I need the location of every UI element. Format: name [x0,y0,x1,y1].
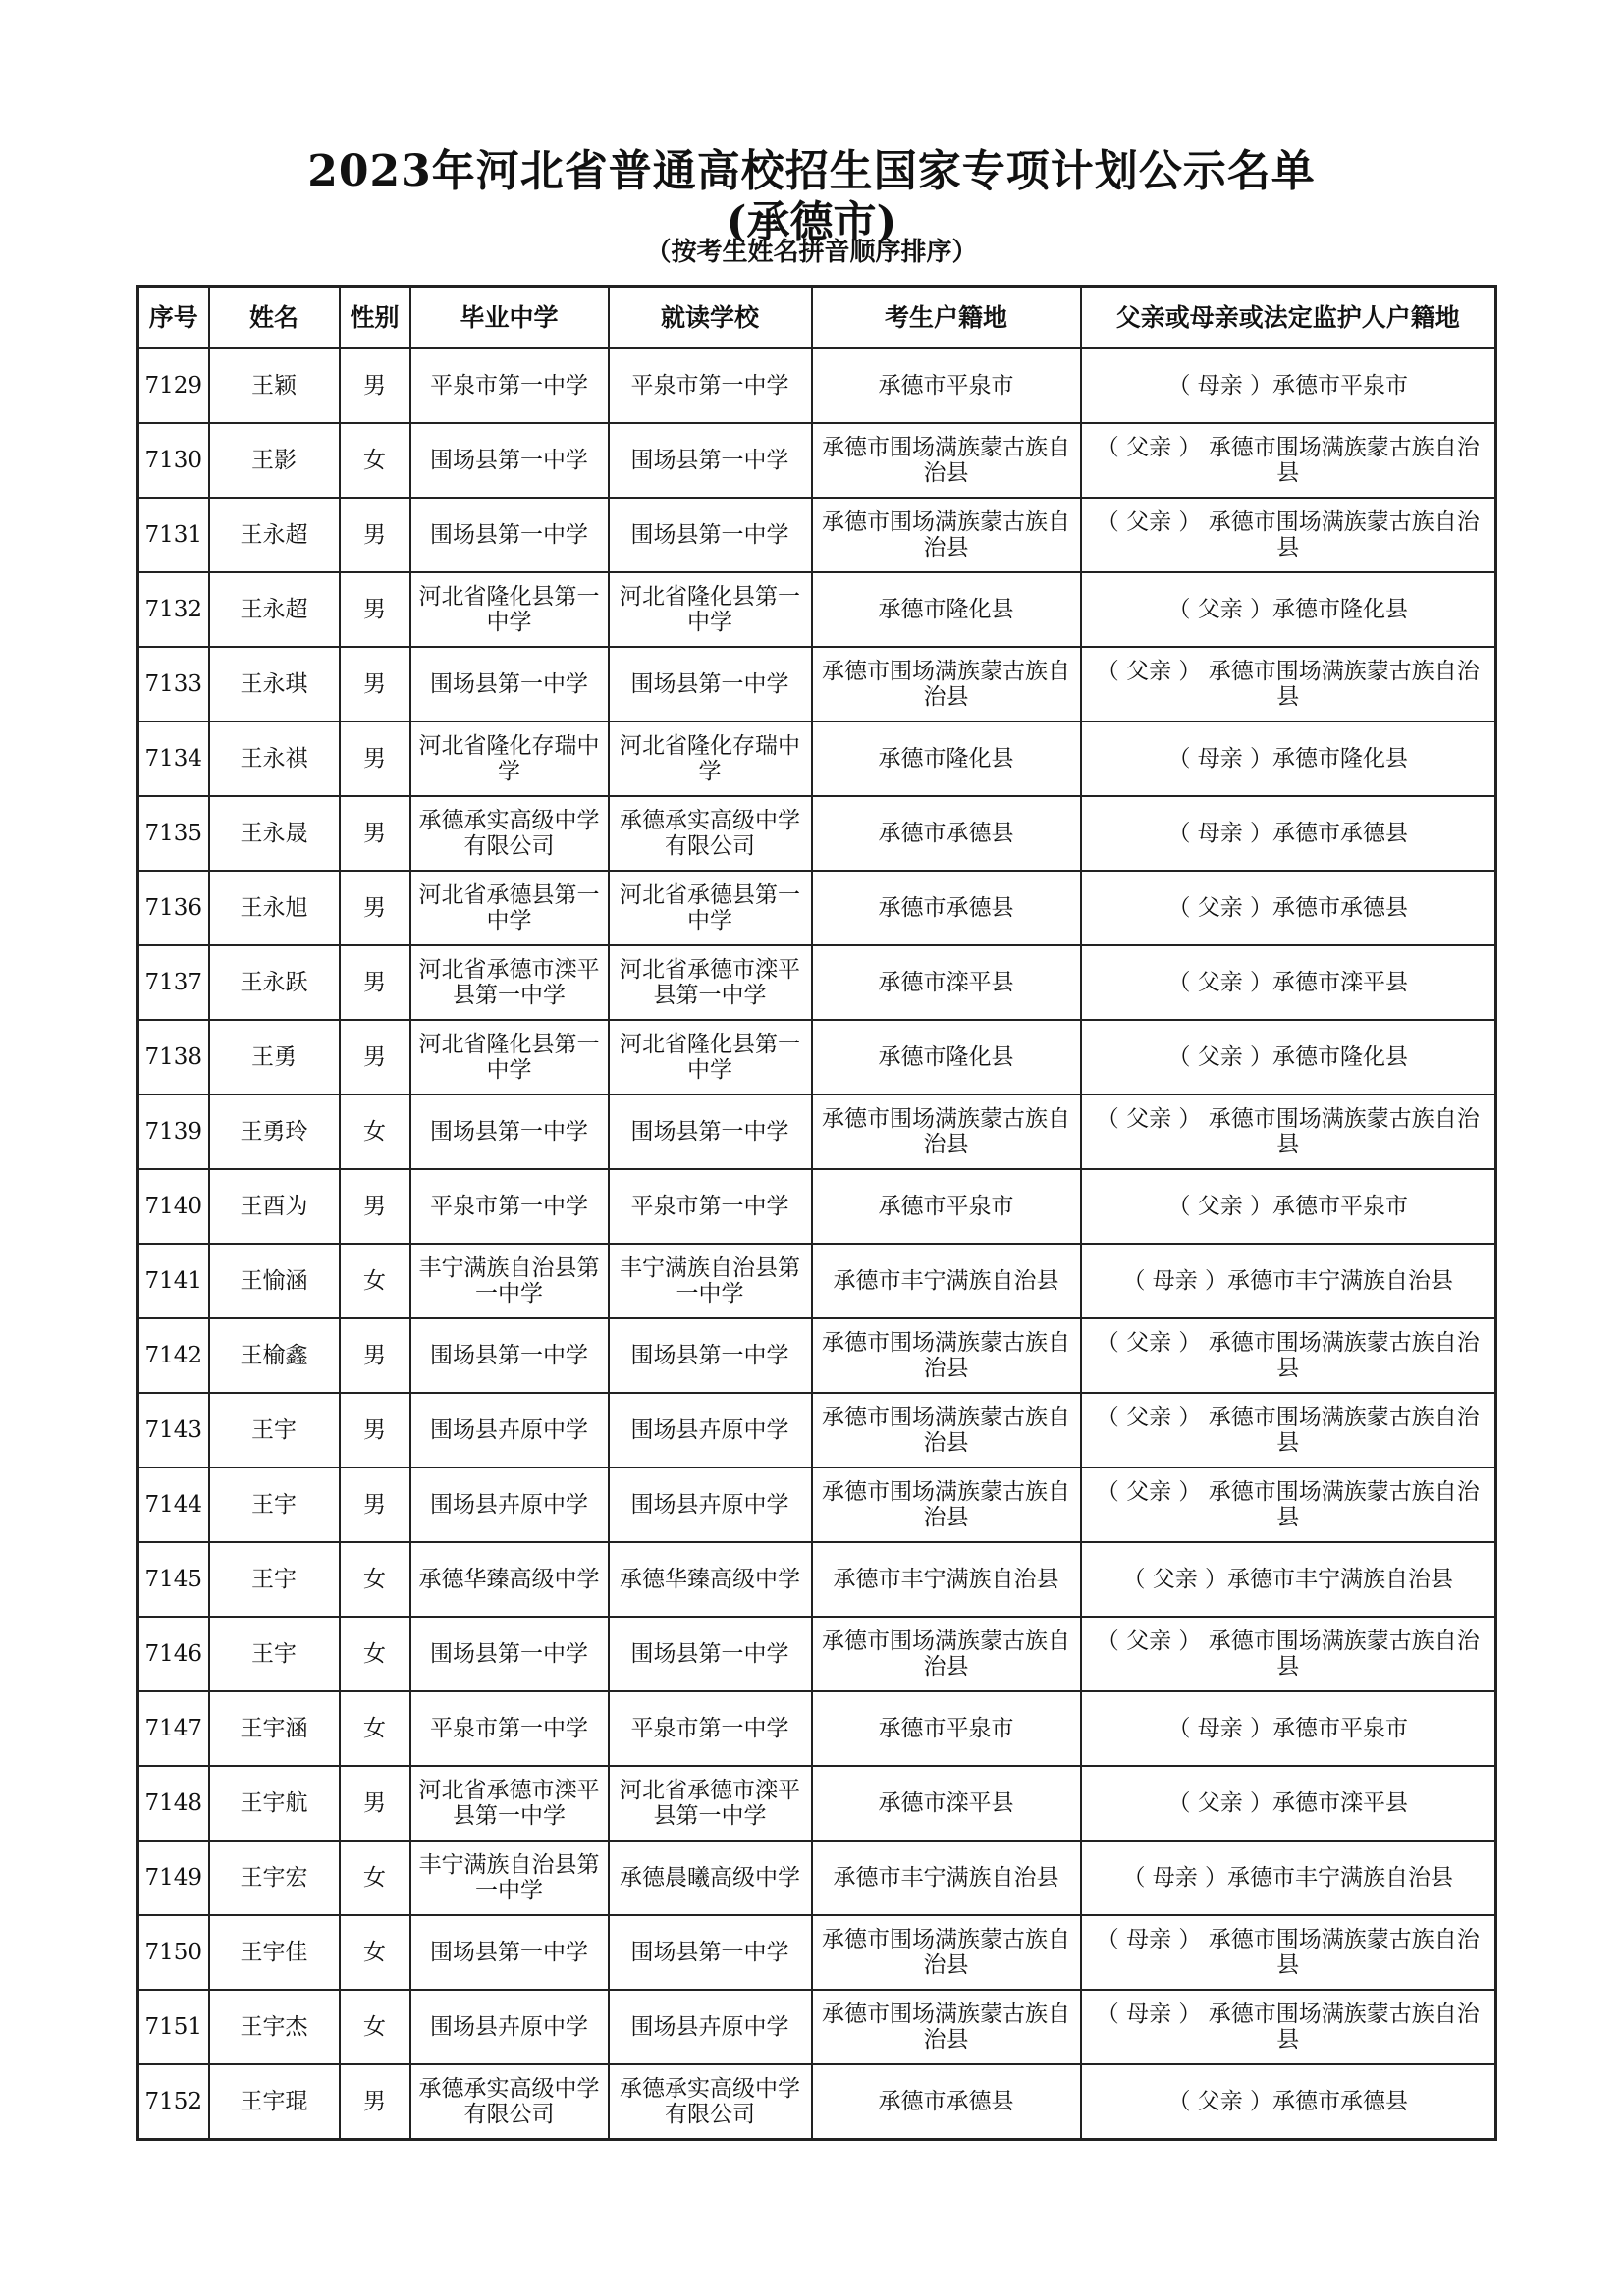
candidate-table [136,285,1497,2141]
cell-guardian-registration: （ 母亲 ）承德市隆化县 [1081,721,1496,796]
cell-guardian-registration: （ 父亲 ）承德市滦平县 [1081,1766,1496,1841]
cell-current-school: 围场县卉原中学 [609,1990,812,2064]
cell-household-registration: 承德市围场满族蒙古族自治县 [812,498,1081,572]
cell-name: 王永琪 [209,647,340,721]
cell-household-registration: 承德市围场满族蒙古族自治县 [812,1095,1081,1169]
cell-gender: 女 [340,423,410,498]
cell-name: 王榆鑫 [209,1318,340,1393]
cell-graduated-school: 丰宁满族自治县第一中学 [410,1841,609,1915]
cell-gender: 女 [340,1691,410,1766]
cell-household-registration: 承德市围场满族蒙古族自治县 [812,1915,1081,1990]
cell-gender: 男 [340,348,410,423]
cell-current-school: 河北省承德县第一中学 [609,871,812,945]
cell-current-school: 围场县卉原中学 [609,1393,812,1468]
cell-gender: 女 [340,1617,410,1691]
cell-serial: 7129 [138,348,209,423]
cell-graduated-school: 围场县卉原中学 [410,1393,609,1468]
cell-serial: 7141 [138,1244,209,1318]
cell-gender: 男 [340,1020,410,1095]
header-current-school: 就读学校 [609,287,812,349]
cell-serial: 7136 [138,871,209,945]
cell-graduated-school: 河北省承德市滦平县第一中学 [410,1766,609,1841]
document-title: 2023年河北省普通高校招生国家专项计划公示名单 [307,146,1316,196]
cell-name: 王酉为 [209,1169,340,1244]
cell-graduated-school: 河北省隆化县第一中学 [410,572,609,647]
cell-serial: 7147 [138,1691,209,1766]
cell-serial: 7134 [138,721,209,796]
cell-graduated-school: 围场县第一中学 [410,1915,609,1990]
cell-graduated-school: 围场县第一中学 [410,423,609,498]
cell-graduated-school: 河北省承德县第一中学 [410,871,609,945]
cell-household-registration: 承德市围场满族蒙古族自治县 [812,1468,1081,1542]
cell-graduated-school: 围场县第一中学 [410,498,609,572]
cell-guardian-registration: （ 母亲 ）承德市承德县 [1081,796,1496,871]
table-row [138,1841,1496,1915]
cell-guardian-registration: （ 父亲 ） 承德市围场满族蒙古族自治县 [1081,1617,1496,1691]
cell-name: 王勇玲 [209,1095,340,1169]
table-row [138,1691,1496,1766]
table-body [138,348,1496,2140]
table-row [138,796,1496,871]
cell-household-registration: 承德市隆化县 [812,572,1081,647]
cell-household-registration: 承德市承德县 [812,2064,1081,2140]
cell-household-registration: 承德市平泉市 [812,1169,1081,1244]
cell-name: 王宇 [209,1617,340,1691]
cell-guardian-registration: （ 父亲 ）承德市承德县 [1081,2064,1496,2140]
cell-name: 王勇 [209,1020,340,1095]
cell-current-school: 平泉市第一中学 [609,348,812,423]
table-row [138,1990,1496,2064]
cell-serial: 7133 [138,647,209,721]
cell-guardian-registration: （ 母亲 ） 承德市围场满族蒙古族自治县 [1081,1915,1496,1990]
cell-serial: 7144 [138,1468,209,1542]
cell-gender: 女 [340,1841,410,1915]
cell-guardian-registration: （ 父亲 ）承德市滦平县 [1081,945,1496,1020]
cell-gender: 男 [340,721,410,796]
cell-guardian-registration: （ 父亲 ） 承德市围场满族蒙古族自治县 [1081,647,1496,721]
cell-current-school: 围场县第一中学 [609,647,812,721]
cell-name: 王宇 [209,1468,340,1542]
cell-household-registration: 承德市滦平县 [812,945,1081,1020]
cell-household-registration: 承德市平泉市 [812,1691,1081,1766]
cell-name: 王宇 [209,1542,340,1617]
table-row [138,1020,1496,1095]
cell-household-registration: 承德市隆化县 [812,1020,1081,1095]
cell-gender: 女 [340,1990,410,2064]
cell-serial: 7135 [138,796,209,871]
header-name: 姓名 [209,287,340,349]
cell-graduated-school: 河北省隆化存瑞中学 [410,721,609,796]
cell-gender: 男 [340,2064,410,2140]
cell-household-registration: 承德市丰宁满族自治县 [812,1244,1081,1318]
cell-current-school: 围场县第一中学 [609,1318,812,1393]
cell-gender: 女 [340,1542,410,1617]
cell-name: 王永超 [209,498,340,572]
cell-guardian-registration: （ 父亲 ）承德市承德县 [1081,871,1496,945]
cell-name: 王宇琨 [209,2064,340,2140]
cell-graduated-school: 围场县第一中学 [410,1095,609,1169]
cell-graduated-school: 河北省隆化县第一中学 [410,1020,609,1095]
cell-household-registration: 承德市承德县 [812,871,1081,945]
cell-guardian-registration: （ 父亲 ） 承德市围场满族蒙古族自治县 [1081,1393,1496,1468]
header-guardian-registration: 父亲或母亲或法定监护人户籍地 [1081,287,1496,349]
cell-household-registration: 承德市丰宁满族自治县 [812,1841,1081,1915]
cell-gender: 女 [340,1244,410,1318]
cell-household-registration: 承德市围场满族蒙古族自治县 [812,423,1081,498]
cell-gender: 男 [340,498,410,572]
table-row [138,1095,1496,1169]
cell-guardian-registration: （ 父亲 ）承德市丰宁满族自治县 [1081,1542,1496,1617]
cell-current-school: 承德晨曦高级中学 [609,1841,812,1915]
table-row [138,1617,1496,1691]
cell-guardian-registration: （ 母亲 ）承德市平泉市 [1081,348,1496,423]
cell-household-registration: 承德市围场满族蒙古族自治县 [812,1393,1081,1468]
cell-current-school: 围场县第一中学 [609,1915,812,1990]
cell-current-school: 围场县第一中学 [609,1095,812,1169]
table-row [138,1169,1496,1244]
cell-serial: 7131 [138,498,209,572]
cell-name: 王永晟 [209,796,340,871]
cell-serial: 7151 [138,1990,209,2064]
header-graduated-school: 毕业中学 [410,287,609,349]
cell-graduated-school: 河北省承德市滦平县第一中学 [410,945,609,1020]
cell-gender: 女 [340,1915,410,1990]
cell-serial: 7149 [138,1841,209,1915]
cell-serial: 7137 [138,945,209,1020]
header-serial: 序号 [138,287,209,349]
cell-graduated-school: 承德承实高级中学有限公司 [410,796,609,871]
cell-guardian-registration: （ 母亲 ）承德市丰宁满族自治县 [1081,1244,1496,1318]
table-row [138,1915,1496,1990]
cell-gender: 男 [340,647,410,721]
header-gender: 性别 [340,287,410,349]
cell-current-school: 河北省承德市滦平县第一中学 [609,945,812,1020]
cell-name: 王颖 [209,348,340,423]
table-row [138,1393,1496,1468]
table-row [138,1318,1496,1393]
table-row [138,572,1496,647]
cell-serial: 7139 [138,1095,209,1169]
cell-household-registration: 承德市隆化县 [812,721,1081,796]
table-row [138,2064,1496,2140]
table-row [138,498,1496,572]
cell-household-registration: 承德市围场满族蒙古族自治县 [812,1617,1081,1691]
cell-current-school: 承德承实高级中学有限公司 [609,2064,812,2140]
cell-serial: 7143 [138,1393,209,1468]
table-header-row [138,287,1496,349]
cell-gender: 男 [340,945,410,1020]
cell-current-school: 平泉市第一中学 [609,1691,812,1766]
cell-gender: 男 [340,1468,410,1542]
cell-name: 王影 [209,423,340,498]
cell-name: 王宇 [209,1393,340,1468]
cell-current-school: 河北省承德市滦平县第一中学 [609,1766,812,1841]
cell-current-school: 围场县第一中学 [609,1617,812,1691]
cell-graduated-school: 围场县卉原中学 [410,1990,609,2064]
document-subtitle-region: (承德市) [726,197,897,247]
cell-graduated-school: 承德华臻高级中学 [410,1542,609,1617]
cell-graduated-school: 丰宁满族自治县第一中学 [410,1244,609,1318]
cell-guardian-registration: （ 母亲 ） 承德市围场满族蒙古族自治县 [1081,1990,1496,2064]
cell-gender: 男 [340,796,410,871]
cell-serial: 7152 [138,2064,209,2140]
table-row [138,1244,1496,1318]
cell-name: 王永超 [209,572,340,647]
cell-graduated-school: 承德承实高级中学有限公司 [410,2064,609,2140]
cell-name: 王宇涵 [209,1691,340,1766]
cell-serial: 7138 [138,1020,209,1095]
cell-serial: 7146 [138,1617,209,1691]
cell-current-school: 丰宁满族自治县第一中学 [609,1244,812,1318]
cell-guardian-registration: （ 父亲 ） 承德市围场满族蒙古族自治县 [1081,1318,1496,1393]
cell-guardian-registration: （ 父亲 ） 承德市围场满族蒙古族自治县 [1081,498,1496,572]
cell-graduated-school: 围场县第一中学 [410,1617,609,1691]
cell-guardian-registration: （ 父亲 ） 承德市围场满族蒙古族自治县 [1081,1095,1496,1169]
cell-name: 王宇杰 [209,1990,340,2064]
cell-current-school: 围场县卉原中学 [609,1468,812,1542]
table-row [138,1542,1496,1617]
cell-household-registration: 承德市围场满族蒙古族自治县 [812,647,1081,721]
cell-serial: 7150 [138,1915,209,1990]
cell-graduated-school: 围场县第一中学 [410,1318,609,1393]
cell-gender: 男 [340,1766,410,1841]
cell-household-registration: 承德市承德县 [812,796,1081,871]
cell-guardian-registration: （ 父亲 ） 承德市围场满族蒙古族自治县 [1081,1468,1496,1542]
cell-name: 王愉涵 [209,1244,340,1318]
cell-household-registration: 承德市丰宁满族自治县 [812,1542,1081,1617]
table-row [138,945,1496,1020]
cell-graduated-school: 围场县卉原中学 [410,1468,609,1542]
cell-serial: 7140 [138,1169,209,1244]
cell-serial: 7145 [138,1542,209,1617]
header-household-registration: 考生户籍地 [812,287,1081,349]
document-sort-note: （按考生姓名拼音顺序排序） [645,238,978,267]
cell-name: 王永跃 [209,945,340,1020]
cell-guardian-registration: （ 母亲 ）承德市丰宁满族自治县 [1081,1841,1496,1915]
cell-name: 王宇宏 [209,1841,340,1915]
table-row [138,1468,1496,1542]
cell-name: 王宇佳 [209,1915,340,1990]
cell-serial: 7142 [138,1318,209,1393]
cell-guardian-registration: （ 父亲 ）承德市隆化县 [1081,1020,1496,1095]
cell-household-registration: 承德市围场满族蒙古族自治县 [812,1318,1081,1393]
cell-current-school: 承德华臻高级中学 [609,1542,812,1617]
cell-name: 王宇航 [209,1766,340,1841]
cell-gender: 女 [340,1095,410,1169]
cell-serial: 7132 [138,572,209,647]
cell-gender: 男 [340,871,410,945]
cell-current-school: 平泉市第一中学 [609,1169,812,1244]
cell-current-school: 河北省隆化县第一中学 [609,1020,812,1095]
cell-serial: 7148 [138,1766,209,1841]
cell-name: 王永祺 [209,721,340,796]
cell-gender: 男 [340,1169,410,1244]
cell-household-registration: 承德市平泉市 [812,348,1081,423]
cell-guardian-registration: （ 父亲 ）承德市隆化县 [1081,572,1496,647]
cell-graduated-school: 平泉市第一中学 [410,1691,609,1766]
cell-current-school: 承德承实高级中学有限公司 [609,796,812,871]
table-row [138,348,1496,423]
table-row [138,721,1496,796]
cell-current-school: 河北省隆化存瑞中学 [609,721,812,796]
cell-gender: 男 [340,1393,410,1468]
cell-household-registration: 承德市围场满族蒙古族自治县 [812,1990,1081,2064]
cell-graduated-school: 平泉市第一中学 [410,348,609,423]
cell-guardian-registration: （ 父亲 ）承德市平泉市 [1081,1169,1496,1244]
cell-graduated-school: 围场县第一中学 [410,647,609,721]
cell-name: 王永旭 [209,871,340,945]
table-row [138,647,1496,721]
cell-current-school: 围场县第一中学 [609,498,812,572]
cell-current-school: 围场县第一中学 [609,423,812,498]
table-row [138,423,1496,498]
table-row [138,1766,1496,1841]
table-row [138,871,1496,945]
cell-guardian-registration: （ 母亲 ）承德市平泉市 [1081,1691,1496,1766]
cell-current-school: 河北省隆化县第一中学 [609,572,812,647]
cell-gender: 男 [340,1318,410,1393]
cell-graduated-school: 平泉市第一中学 [410,1169,609,1244]
cell-serial: 7130 [138,423,209,498]
cell-guardian-registration: （ 父亲 ） 承德市围场满族蒙古族自治县 [1081,423,1496,498]
cell-household-registration: 承德市滦平县 [812,1766,1081,1841]
cell-gender: 男 [340,572,410,647]
